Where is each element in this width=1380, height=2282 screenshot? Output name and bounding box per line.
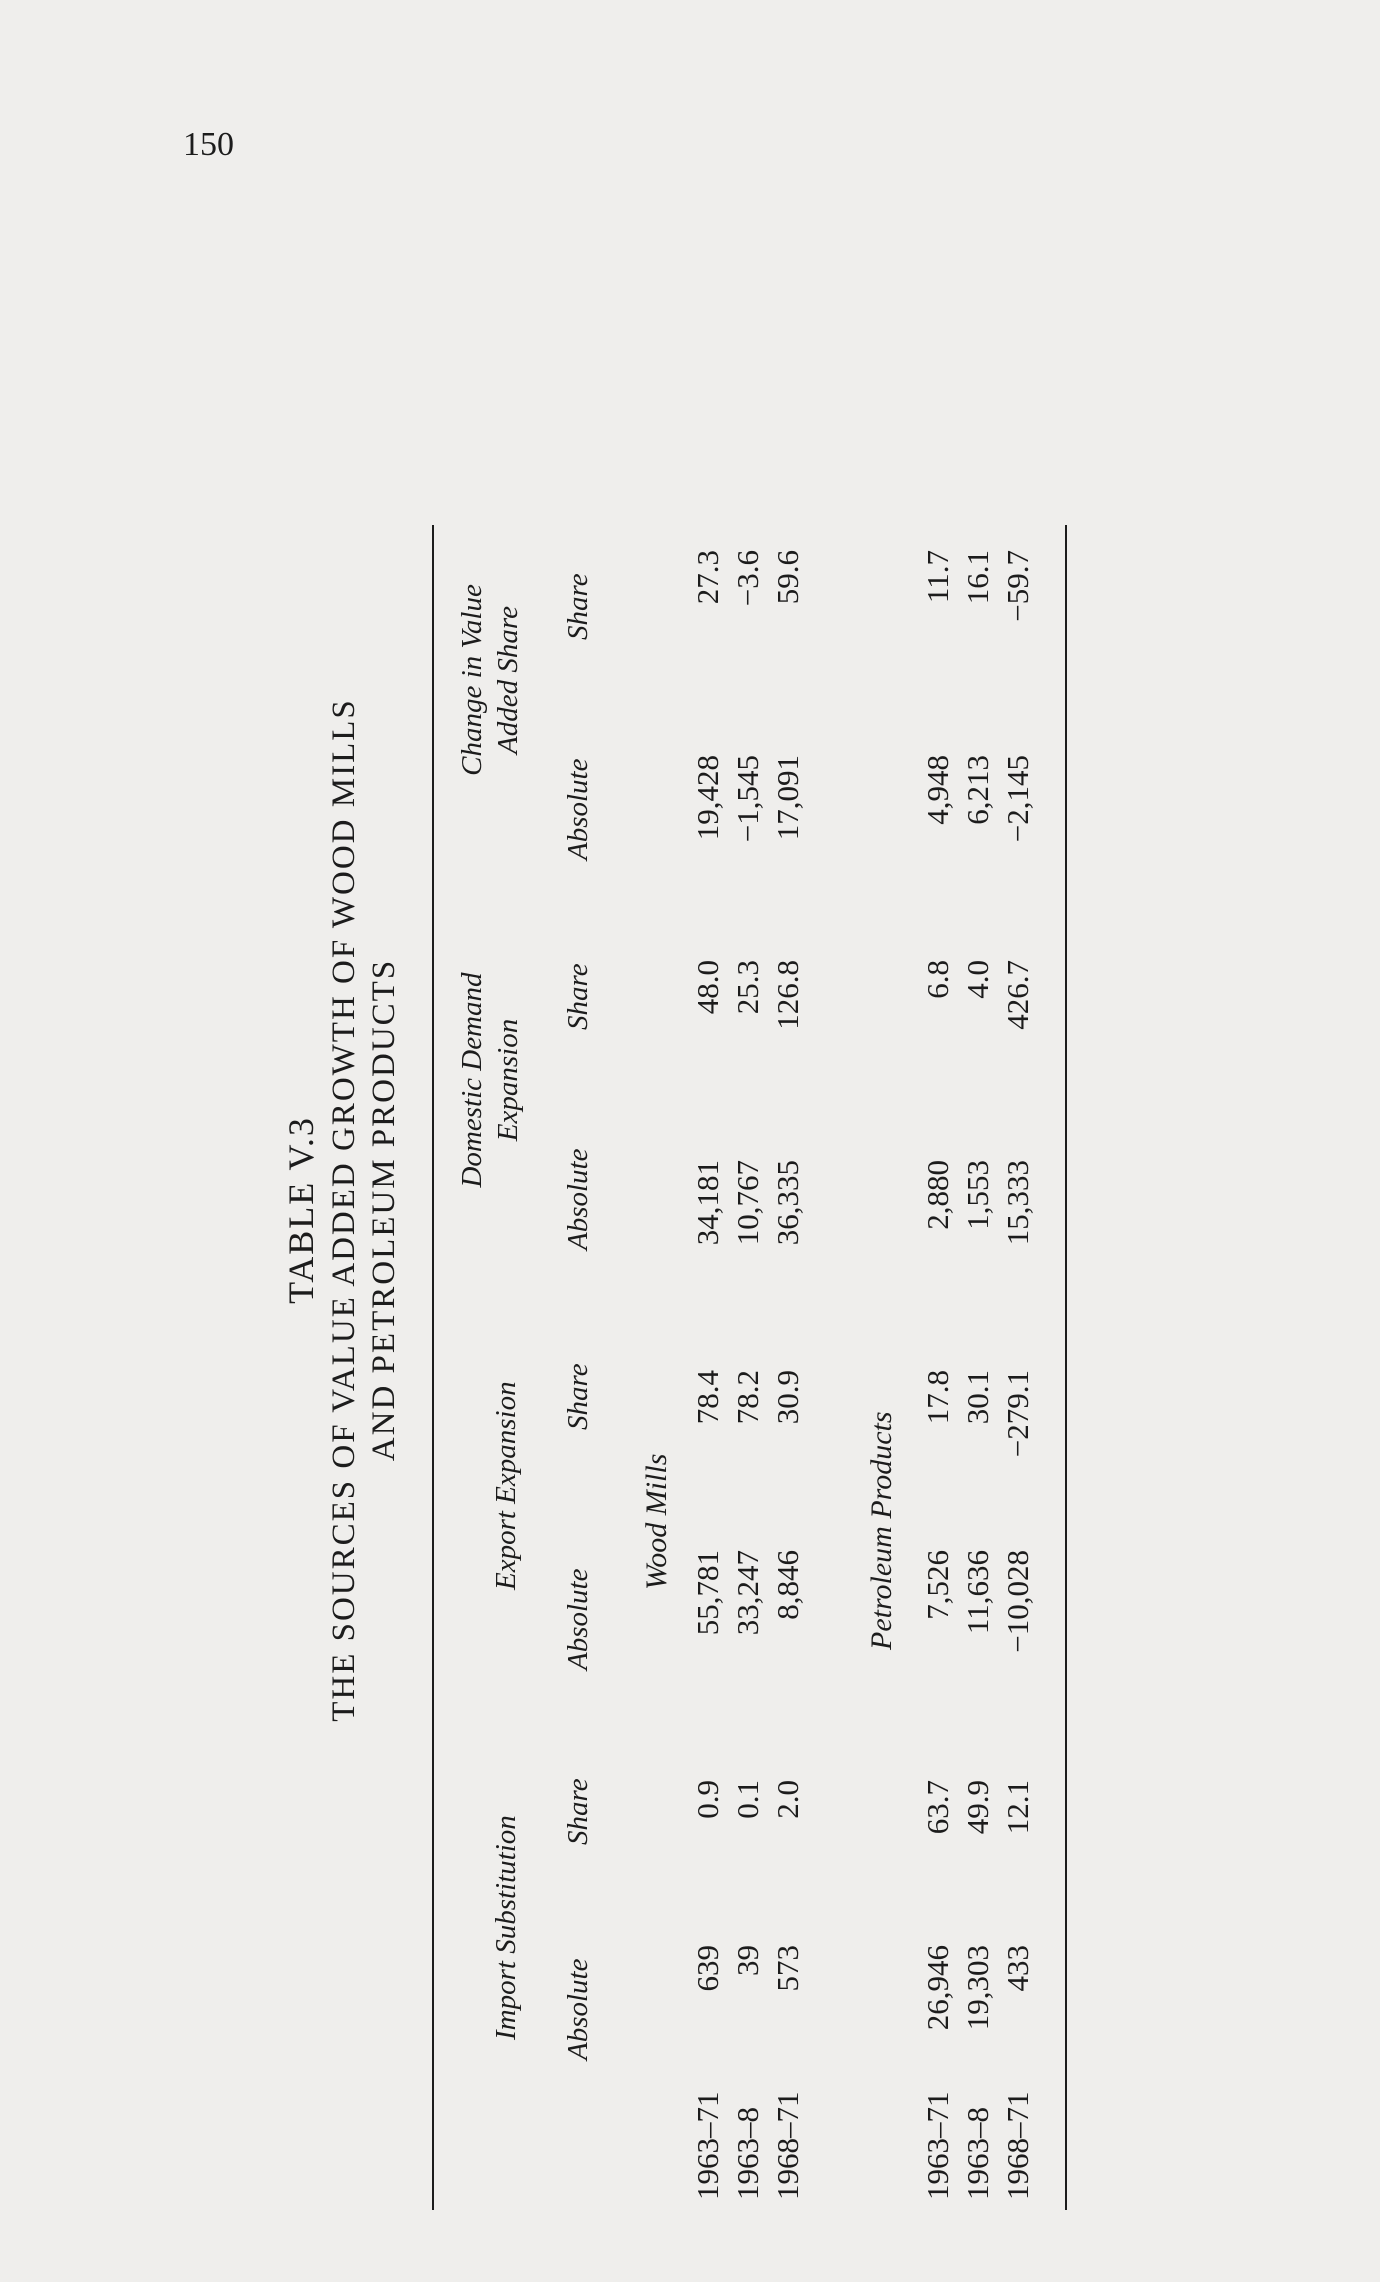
cell-ee-share: −279.1 bbox=[1000, 1370, 1035, 1458]
table-row bbox=[770, 210, 806, 2210]
cell-ch-share: 59.6 bbox=[770, 550, 805, 605]
cell-ee-share: 78.4 bbox=[690, 1370, 725, 1425]
cell-is-share: 12.1 bbox=[1000, 1780, 1035, 1835]
subheader-ch-absolute: Absolute bbox=[562, 758, 594, 860]
row-period: 1968–71 bbox=[1000, 2091, 1035, 2200]
subheader-ch-share: Share bbox=[562, 573, 594, 640]
cell-ee-absolute: 7,526 bbox=[920, 1550, 955, 1620]
cell-dd-share: 4.0 bbox=[960, 960, 995, 999]
cell-is-share: 49.9 bbox=[960, 1780, 995, 1835]
table-row bbox=[730, 210, 766, 2210]
row-period: 1963–8 bbox=[730, 2107, 765, 2200]
cell-ch-share: −3.6 bbox=[730, 550, 765, 607]
row-period: 1968–71 bbox=[770, 2091, 805, 2200]
cell-ee-share: 17.8 bbox=[920, 1370, 955, 1425]
cell-dd-share: 6.8 bbox=[920, 960, 955, 999]
table-row bbox=[1000, 210, 1036, 2210]
row-period: 1963–71 bbox=[920, 2091, 955, 2200]
cell-is-absolute: 573 bbox=[770, 1945, 805, 1992]
header-import-substitution: Import Substitution bbox=[490, 1815, 522, 2040]
cell-dd-share: 426.7 bbox=[1000, 960, 1035, 1030]
cell-dd-absolute: 1,553 bbox=[960, 1160, 995, 1230]
subheader-is-absolute: Absolute bbox=[562, 1958, 594, 2060]
cell-is-share: 2.0 bbox=[770, 1780, 805, 1819]
bottom-rule bbox=[1065, 525, 1067, 2210]
cell-ee-share: 30.1 bbox=[960, 1370, 995, 1425]
cell-ee-absolute: 33,247 bbox=[730, 1550, 765, 1636]
cell-dd-absolute: 10,767 bbox=[730, 1160, 765, 1246]
header-change-value-added: Change in Value Added Share bbox=[456, 584, 524, 776]
rotated-table bbox=[280, 210, 1160, 2210]
section-label-petroleum-products: Petroleum Products bbox=[865, 1411, 898, 1650]
cell-is-share: 63.7 bbox=[920, 1780, 955, 1835]
cell-ch-absolute: 6,213 bbox=[960, 755, 995, 825]
table-subtitle-line1: THE SOURCES OF VALUE ADDED GROWTH OF WOOD MILLS bbox=[326, 698, 362, 1722]
table-row bbox=[920, 210, 956, 2210]
cell-dd-absolute: 34,181 bbox=[690, 1160, 725, 1246]
subheader-ee-absolute: Absolute bbox=[562, 1568, 594, 1670]
cell-dd-share: 25.3 bbox=[730, 960, 765, 1015]
cell-is-absolute: 19,303 bbox=[960, 1945, 995, 2031]
table-row bbox=[960, 210, 996, 2210]
subheader-dd-absolute: Absolute bbox=[562, 1148, 594, 1250]
cell-ch-absolute: −1,545 bbox=[730, 755, 765, 843]
cell-ch-share: 27.3 bbox=[690, 550, 725, 605]
subheader-is-share: Share bbox=[562, 1778, 594, 1845]
cell-ch-absolute: 17,091 bbox=[770, 755, 805, 841]
cell-ee-absolute: 8,846 bbox=[770, 1550, 805, 1620]
page-number: 150 bbox=[183, 126, 234, 163]
header-domestic-demand: Domestic Demand Expansion bbox=[456, 972, 524, 1188]
top-rule bbox=[432, 525, 434, 2210]
cell-is-share: 0.1 bbox=[730, 1780, 765, 1819]
cell-ee-absolute: 11,636 bbox=[960, 1550, 995, 1635]
subheader-dd-share: Share bbox=[562, 963, 594, 1030]
section-label-wood-mills: Wood Mills bbox=[640, 1453, 673, 1590]
cell-ee-share: 30.9 bbox=[770, 1370, 805, 1425]
cell-is-absolute: 433 bbox=[1000, 1945, 1035, 1992]
table-row bbox=[690, 210, 726, 2210]
cell-is-absolute: 39 bbox=[730, 1945, 765, 1976]
cell-ch-absolute: 19,428 bbox=[690, 755, 725, 841]
cell-ch-share: 11.7 bbox=[920, 550, 955, 604]
table-title: TABLE V.3 bbox=[281, 1116, 321, 1304]
cell-dd-share: 126.8 bbox=[770, 960, 805, 1030]
cell-ch-share: −59.7 bbox=[1000, 550, 1035, 622]
row-period: 1963–71 bbox=[690, 2091, 725, 2200]
cell-ch-absolute: −2,145 bbox=[1000, 755, 1035, 843]
cell-is-share: 0.9 bbox=[690, 1780, 725, 1819]
subheader-ee-share: Share bbox=[562, 1363, 594, 1430]
cell-is-absolute: 26,946 bbox=[920, 1945, 955, 2031]
cell-dd-absolute: 36,335 bbox=[770, 1160, 805, 1246]
cell-dd-share: 48.0 bbox=[690, 960, 725, 1015]
cell-ee-absolute: 55,781 bbox=[690, 1550, 725, 1636]
header-export-expansion: Export Expansion bbox=[490, 1381, 522, 1590]
cell-ee-absolute: −10,028 bbox=[1000, 1550, 1035, 1653]
row-period: 1963–8 bbox=[960, 2107, 995, 2200]
table-subtitle-line2: AND PETROLEUM PRODUCTS bbox=[366, 958, 402, 1462]
cell-dd-absolute: 15,333 bbox=[1000, 1160, 1035, 1246]
cell-ee-share: 78.2 bbox=[730, 1370, 765, 1425]
cell-is-absolute: 639 bbox=[690, 1945, 725, 1992]
cell-dd-absolute: 2,880 bbox=[920, 1160, 955, 1230]
cell-ch-share: 16.1 bbox=[960, 550, 995, 605]
cell-ch-absolute: 4,948 bbox=[920, 755, 955, 825]
